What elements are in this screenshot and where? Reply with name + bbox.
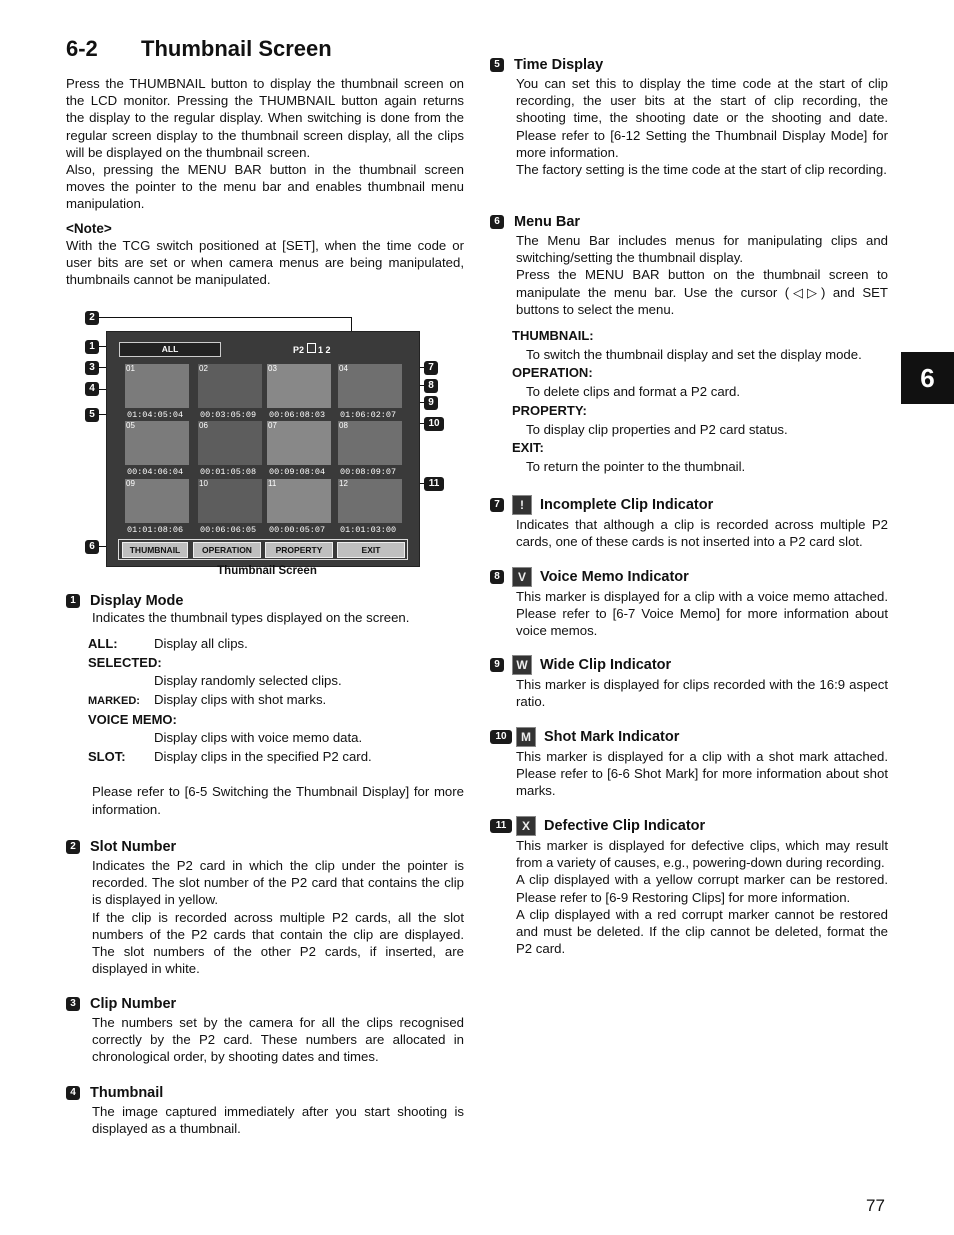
section-voice-memo: 8 V Voice Memo Indicator This marker is displayed for a clip with a voice memo attached. Please refer to [6-7 Voice Memo] for more information about voice memos. [490, 567, 888, 640]
callout-7: 7 [424, 361, 438, 375]
time-display: 00:03:05:09 [200, 410, 257, 420]
page-number: 77 [866, 1196, 885, 1215]
time-display: 01:04:05:04 [127, 410, 184, 420]
section-wide-clip: 9 W Wide Clip Indicator This marker is displayed for clips recorded with the 16:9 aspect ratio. [490, 655, 888, 710]
slot-number-label: P2 1 2 [293, 345, 331, 355]
clip-number: 01 [126, 364, 135, 373]
section-display-mode: 1 Display Mode Indicates the thumbnail types displayed on the screen. ALL: Display all clips. SELECTED: Display randomly selected clips. MARKED: Display clips with shot marks. VOICE MEMO: Display clips with voice memo data. SLOT: Display clips in the specified P2 card. Please refer to [6-5 Switching the Thumbnail Display] for more information. [66, 593, 464, 818]
clip-number: 03 [268, 364, 277, 373]
chapter-tab-label: 6 [920, 362, 935, 393]
menu-exit-button[interactable]: EXIT [337, 542, 405, 558]
callout-2: 2 [85, 311, 99, 325]
callout-6: 6 [85, 540, 99, 554]
thumbnail-cell[interactable] [125, 364, 189, 408]
callout-4: 4 [85, 382, 99, 396]
intro-paragraph: Press the THUMBNAIL button to display the thumbnail screen on the LCD monitor. Pressing the THUMBNAIL button again returns the display to the regular display. When switching is done from the regular screen display to the thumbnail screen display, all the clips will be displayed on the thumbnail screen. [66, 76, 464, 160]
thumbnail-cell[interactable] [338, 479, 402, 523]
clip-number: 02 [199, 364, 208, 373]
clip-number: 05 [126, 421, 135, 430]
section-menu-bar: 6 Menu Bar The Menu Bar includes menus for manipulating clips and switching/setting the thumbnail display. Press the MENU BAR button on the thumbnail screen to manipulate the menu bar. Use the cursor (◁▷) and SET buttons to select the menu. THUMBNAIL: To switch the thumbnail display and set the display mode. OPERATION: To delete clips and format a P2 card. PROPERTY: To display clip properties and P2 card status. EXIT: To return the pointer to the thumbnail. [490, 214, 888, 477]
section-shot-mark: 10 M Shot Mark Indicator This marker is displayed for a clip with a shot mark attached. Please refer to [6-6 Shot Mark] for more information about shot marks. [490, 727, 888, 800]
shot-mark-icon: M [516, 727, 536, 747]
callout-5: 5 [85, 408, 99, 422]
thumbnail-cell[interactable] [338, 364, 402, 408]
time-display: 01:01:08:06 [127, 525, 184, 535]
menu-property-button[interactable]: PROPERTY [265, 542, 333, 558]
thumbnail-cell[interactable] [125, 479, 189, 523]
clip-number: 07 [268, 421, 277, 430]
menu-operation-button[interactable]: OPERATION [193, 542, 261, 558]
thumbnail-cell[interactable] [338, 421, 402, 465]
defective-clip-icon: X [516, 816, 536, 836]
section-clip-number: 3 Clip Number The numbers set by the camera for all the clips recognised correctly by the P2 card. These numbers are allocated in chronological order, by shooting dates and times. [66, 996, 464, 1066]
section-thumbnail: 4 Thumbnail The image captured immediately after you start shooting is displayed as a thumbnail. [66, 1085, 464, 1137]
clip-number: 10 [199, 479, 208, 488]
note-heading: <Note> [66, 220, 112, 236]
clip-number: 09 [126, 479, 135, 488]
time-display: 00:06:06:05 [200, 525, 257, 535]
time-display: 00:00:05:07 [269, 525, 326, 535]
section-time-display: 5 Time Display You can set this to display the time code at the start of clip recording, the user bits at the start of clip recording, the shooting time, the shooting date or the shooting and date. Please refer to [6-12 Setting the Thumbnail Display Mode] for more information. The factory setting is the time code at the start of clip recording. [490, 57, 888, 178]
clip-number: 12 [339, 479, 348, 488]
time-display: 00:06:08:03 [269, 410, 326, 420]
callout-8: 8 [424, 379, 438, 393]
wide-clip-icon: W [512, 655, 532, 675]
display-mode-label: ALL [119, 342, 221, 357]
section-number: 6-2 [66, 36, 98, 61]
section-heading: Display Mode [90, 593, 184, 609]
thumbnail-cell[interactable] [267, 421, 331, 465]
time-display: 01:01:03:00 [340, 525, 397, 535]
thumbnail-cell[interactable] [267, 364, 331, 408]
thumbnail-cell[interactable] [198, 364, 262, 408]
thumbnail-cell[interactable] [198, 479, 262, 523]
clip-number: 06 [199, 421, 208, 430]
figure-caption: Thumbnail Screen [217, 565, 317, 577]
time-display: 00:04:06:04 [127, 467, 184, 477]
time-display: 01:06:02:07 [340, 410, 397, 420]
thumbnail-cell[interactable] [198, 421, 262, 465]
callout-11: 11 [424, 477, 444, 491]
section-incomplete-clip: 7 ! Incomplete Clip Indicator Indicates that although a clip is recorded across multiple P2 cards, one of these cards is not inserted into a P2 card slot. [490, 495, 888, 550]
thumbnail-cell[interactable] [267, 479, 331, 523]
time-display: 00:08:09:07 [340, 467, 397, 477]
callout-9: 9 [424, 396, 438, 410]
time-display: 00:01:05:08 [200, 467, 257, 477]
section-title: Thumbnail Screen [141, 36, 332, 61]
section-defective-clip: 11 X Defective Clip Indicator This marker is displayed for defective clips, which may result from a variety of causes, e.g., powering-down during recording. A clip displayed with a yellow corrupt marker can be restored. Please refer to [6-9 Restoring Clips] for more information. A clip displayed with a red corrupt marker cannot be restored and must be deleted. If the clip cannot be deleted, format the P2 card. [490, 816, 888, 957]
thumbnail-screen-figure [106, 331, 420, 567]
voice-memo-icon: V [512, 567, 532, 587]
callout-10: 10 [424, 417, 444, 431]
thumbnail-cell[interactable] [125, 421, 189, 465]
chapter-tab[interactable] [901, 352, 954, 404]
time-display: 00:09:08:04 [269, 467, 326, 477]
clip-number: 04 [339, 364, 348, 373]
clip-number: 11 [268, 479, 277, 488]
badge: 1 [66, 594, 80, 608]
incomplete-clip-icon: ! [512, 495, 532, 515]
intro-block [66, 75, 464, 288]
callout-3: 3 [85, 361, 99, 375]
section-slot-number: 2 Slot Number Indicates the P2 card in which the clip under the pointer is recorded. The slot number of the P2 card that contains the clip is displayed in yellow. If the clip is recorded across multiple P2 cards, all the slot numbers of the P2 cards that contain the clip are displayed. The slot numbers of the other P2 cards, if inserted, are displayed in white. [66, 839, 464, 977]
note-text: With the TCG switch positioned at [SET], when the time code or user bits are set or when camera menus are being manipulated, thumbnails cannot be manipulated. [66, 237, 464, 288]
menu-thumbnail-button[interactable]: THUMBNAIL [122, 542, 188, 558]
page-title [66, 36, 332, 62]
callout-1: 1 [85, 340, 99, 354]
clip-number: 08 [339, 421, 348, 430]
intro-paragraph: Also, pressing the MENU BAR button in the thumbnail screen moves the pointer to the menu bar and enables thumbnail menu manipulation. [66, 162, 464, 212]
